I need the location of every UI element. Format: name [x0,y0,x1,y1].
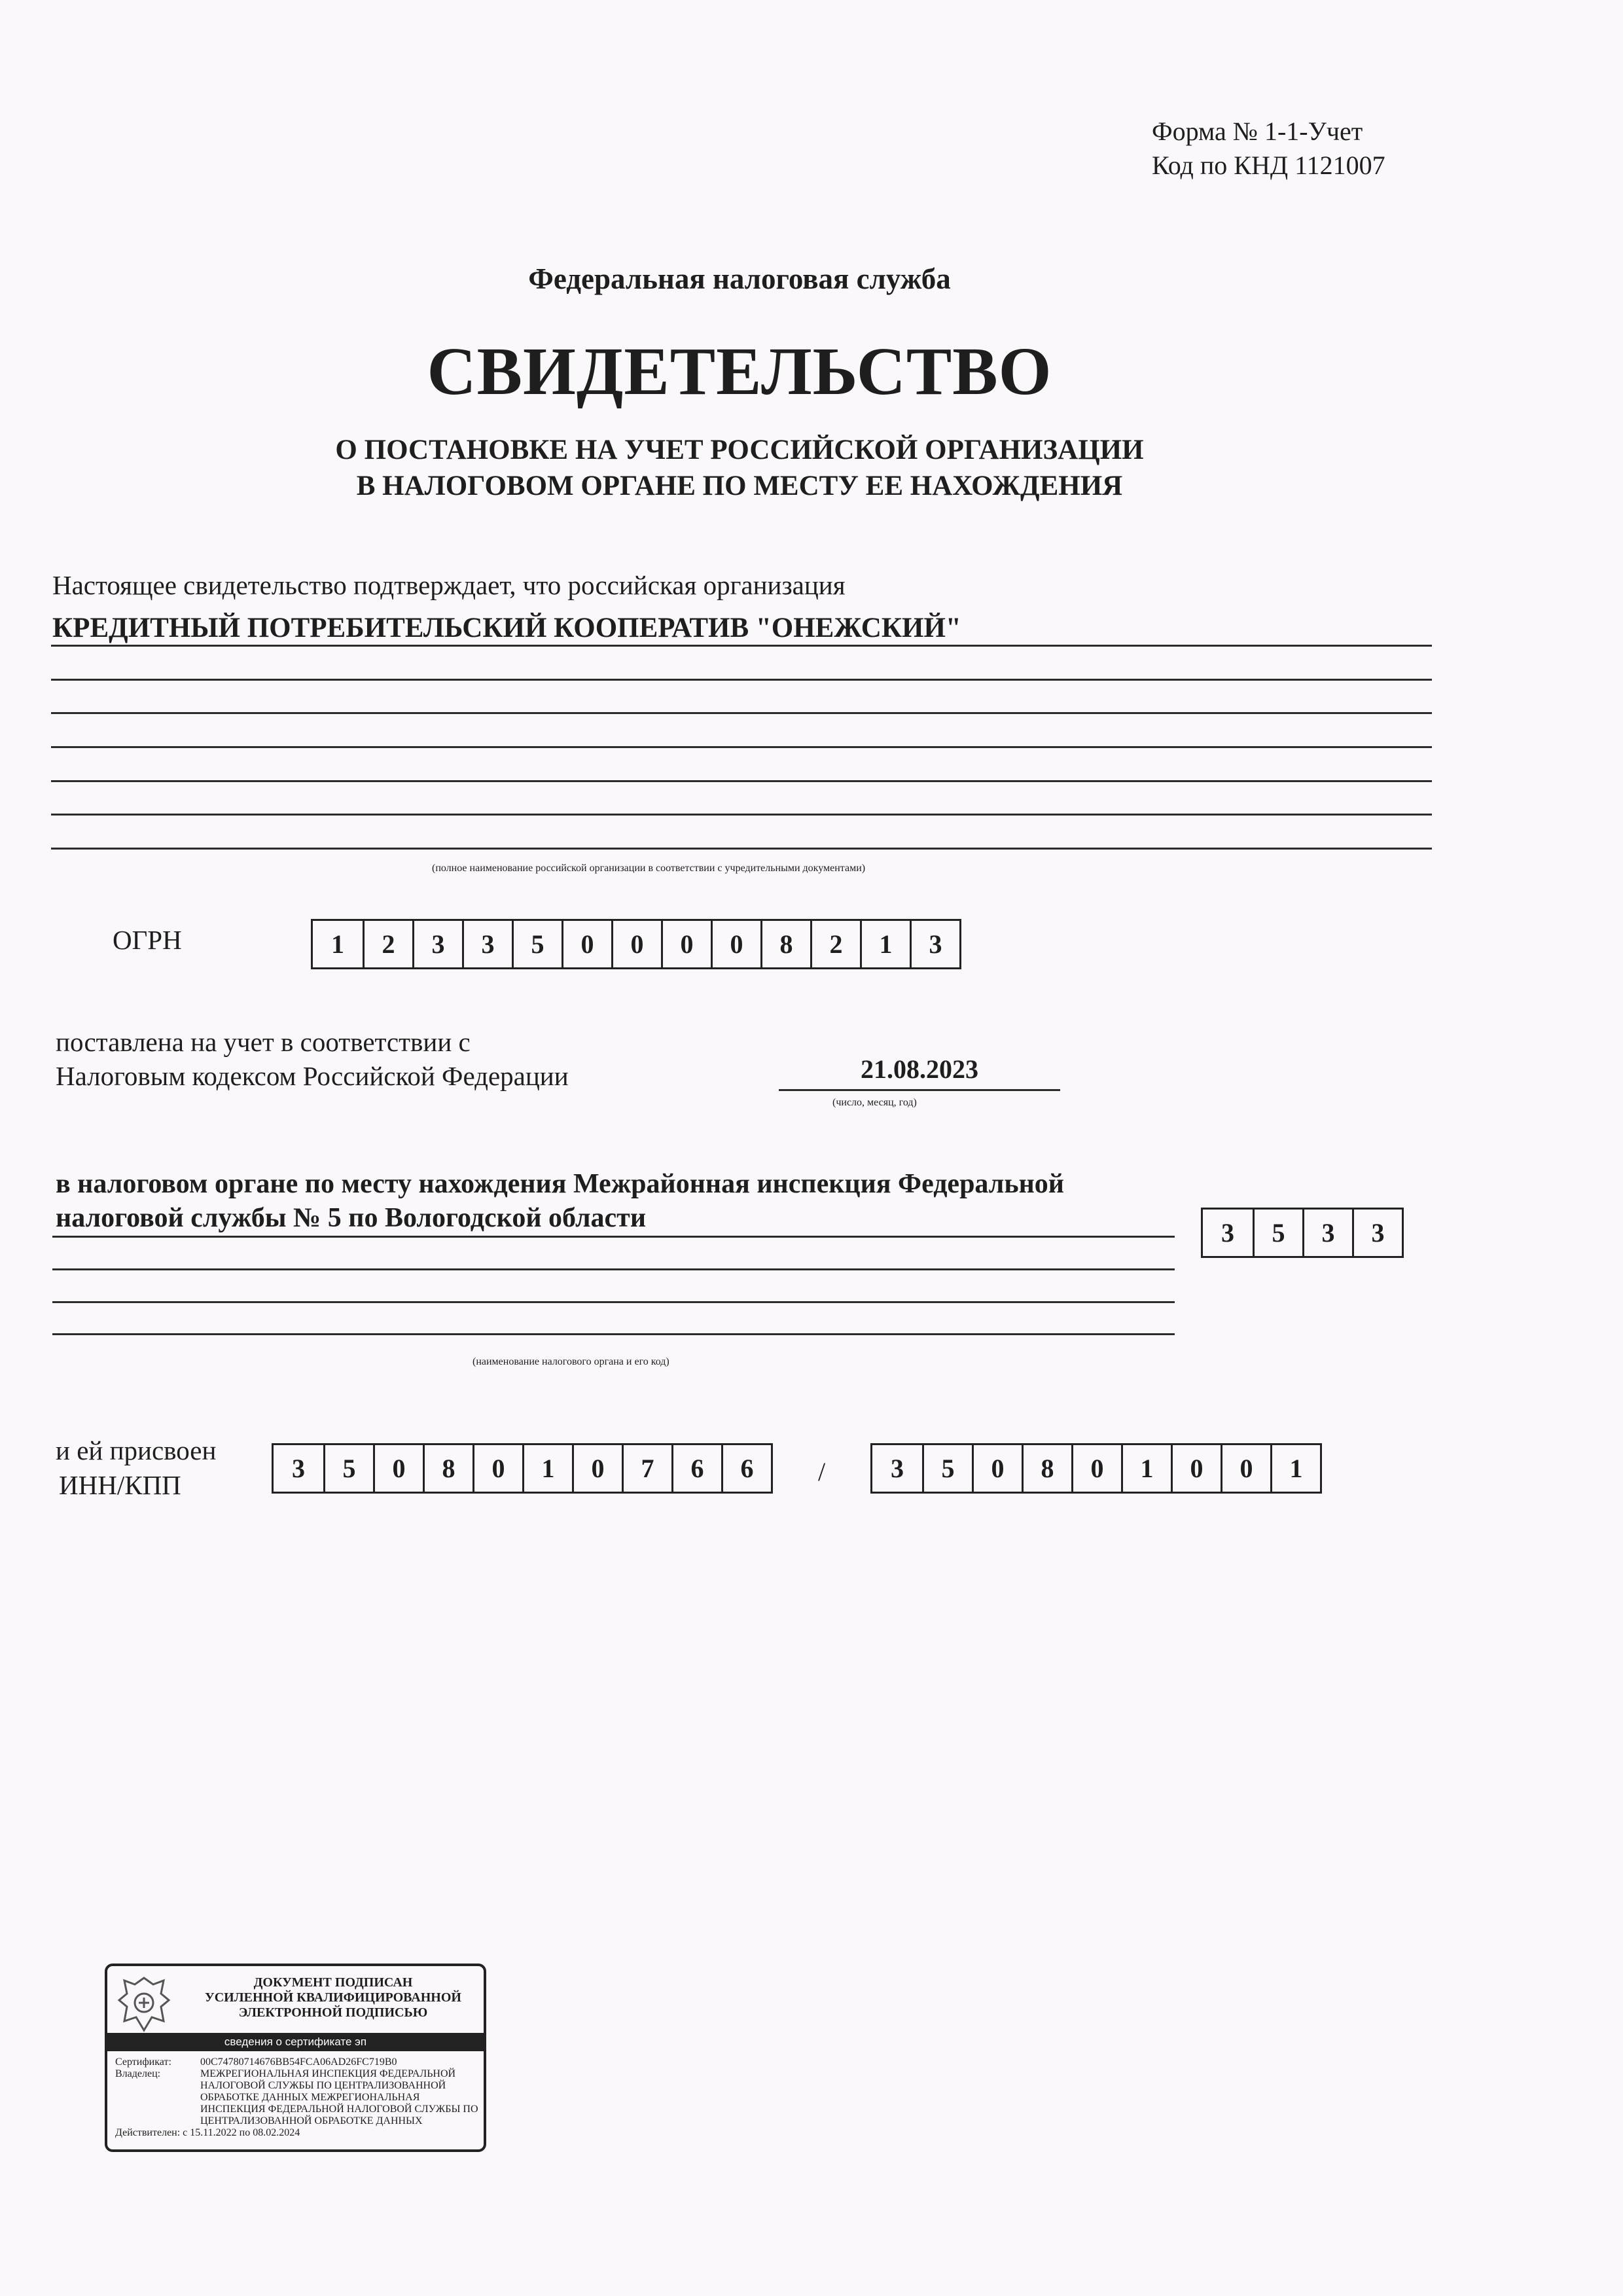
tax-authority-caption: (наименование налогового органа и его код) [473,1356,669,1367]
certificate-value: 00C74780714676BB54FCA06AD26FC719B0 [200,2056,397,2068]
kpp-digit: 0 [972,1445,1022,1492]
underline [51,645,1432,647]
registration-text-2: Налоговым кодексом Российской Федерации [56,1061,569,1091]
kpp-digit: 1 [1121,1445,1171,1492]
stamp-title-line-1: ДОКУМЕНТ ПОДПИСАН [253,1975,413,1990]
intro-text: Настоящее свидетельство подтверждает, что российская организация [52,570,846,600]
owner-row [115,2068,482,2127]
coat-of-arms-icon [115,1974,173,2034]
owner-value: МЕЖРЕГИОНАЛЬНАЯ ИНСПЕКЦИЯ ФЕДЕРАЛЬНОЙ НАЛОГОВОЙ СЛУЖБЫ ПО ЦЕНТРАЛИЗОВАННОЙ ОБРАБОТКЕ ДАННЫХ МЕЖРЕГИОНАЛЬНАЯ ИНСПЕКЦИЯ ФЕДЕРАЛЬНОЙ НАЛОГОВОЙ СЛУЖБЫ ПО ЦЕНТРАЛИЗОВАННОЙ ОБРАБОТКЕ ДАННЫХ [200,2068,478,2126]
ogrn-digit: 1 [860,921,910,967]
date-caption: (число, месяц, год) [832,1097,917,1108]
ogrn-cells [311,919,961,969]
ogrn-digit: 8 [760,921,810,967]
document-title: СВИДЕТЕЛЬСТВО [427,334,1052,409]
tax-authority-line-1: в налоговом органе по месту нахождения Межрайонная инспекция Федеральной [56,1169,1064,1199]
underline [51,712,1432,714]
kpp-digit: 0 [1171,1445,1221,1492]
tax-authority-line-2: налоговой службы № 5 по Вологодской области [56,1203,647,1233]
underline [51,746,1432,748]
certificate-label: Сертификат: [115,2056,171,2068]
underline [51,848,1432,850]
document-subtitle [0,432,1479,504]
inn-digit: 6 [721,1445,771,1492]
ogrn-digit: 3 [910,921,959,967]
tax-code-digit: 3 [1302,1210,1352,1256]
underline [51,679,1432,681]
underline [52,1333,1175,1335]
form-number: Форма № 1-1-Учет [1152,117,1363,146]
organization-name: КРЕДИТНЫЙ ПОТРЕБИТЕЛЬСКИЙ КООПЕРАТИВ "ОНЕЖСКИЙ" [52,613,961,643]
kpp-digit: 3 [891,1454,904,1483]
stamp-title-line-3: ЭЛЕКТРОННОЙ ПОДПИСЬЮ [238,2005,428,2020]
ogrn-digit: 0 [611,921,661,967]
ogrn-label: ОГРН [113,925,182,955]
inn-kpp-separator: / [818,1457,826,1486]
tax-code-digit: 3 [1352,1210,1402,1256]
kpp-digit: 1 [1270,1445,1320,1492]
inn-digit: 1 [522,1445,572,1492]
tax-code-digit: 3 [1221,1218,1234,1247]
inn-cells [272,1443,773,1494]
inn-digit: 7 [622,1445,671,1492]
inn-digit: 0 [373,1445,423,1492]
form-meta [1152,115,1385,183]
date-underline [779,1089,1060,1091]
ogrn-digit: 1 [331,929,344,959]
subtitle-line-2: В НАЛОГОВОМ ОРГАНЕ ПО МЕСТУ ЕЕ НАХОЖДЕНИЯ [356,471,1123,501]
underline [51,814,1432,816]
underline [52,1268,1175,1270]
underline [52,1301,1175,1303]
validity: Действителен: с 15.11.2022 по 08.02.2024 [115,2127,300,2138]
kpp-digit: 0 [1221,1445,1270,1492]
kpp-digit: 0 [1071,1445,1121,1492]
ogrn-digit: 0 [562,921,611,967]
tax-authority-code-cells [1201,1208,1404,1258]
owner-label: Владелец: [115,2068,161,2079]
underline [51,780,1432,782]
certificate-row [115,2056,482,2068]
knd-code: Код по КНД 1121007 [1152,151,1385,180]
ogrn-digit: 0 [661,921,711,967]
ogrn-digit: 3 [412,921,462,967]
ogrn-digit: 3 [462,921,512,967]
inn-digit: 3 [292,1454,305,1483]
inn-digit: 0 [572,1445,622,1492]
registration-text-1: поставлена на учет в соответствии с [56,1027,471,1057]
inn-digit: 0 [473,1445,522,1492]
kpp-digit: 8 [1022,1445,1071,1492]
stamp-title-line-2: УСИЛЕННОЙ КВАЛИФИЦИРОВАННОЙ [205,1990,461,2005]
kpp-cells [870,1443,1322,1494]
electronic-signature-stamp [105,1964,486,2152]
ogrn-digit: 2 [363,921,412,967]
inn-kpp-label-2: ИНН/КПП [59,1470,181,1500]
inn-digit: 5 [323,1445,373,1492]
inn-kpp-label-1: и ей присвоен [56,1435,217,1465]
stamp-certificate-bar: сведения о сертификате эп [107,2033,484,2051]
registration-date: 21.08.2023 [861,1054,978,1084]
stamp-title [183,1975,484,2020]
ogrn-digit: 2 [810,921,860,967]
subtitle-line-1: О ПОСТАНОВКЕ НА УЧЕТ РОССИЙСКОЙ ОРГАНИЗАЦИИ [335,435,1144,465]
ogrn-digit: 5 [512,921,562,967]
kpp-digit: 5 [922,1445,972,1492]
inn-digit: 6 [671,1445,721,1492]
tax-code-digit: 5 [1253,1210,1302,1256]
stamp-info [115,2056,482,2139]
agency-name: Федеральная налоговая служба [528,262,951,295]
inn-digit: 8 [423,1445,473,1492]
ogrn-digit: 0 [711,921,760,967]
underline [52,1236,1175,1238]
organization-caption: (полное наименование российской организации в соответствии с учредительными документами) [432,863,866,874]
